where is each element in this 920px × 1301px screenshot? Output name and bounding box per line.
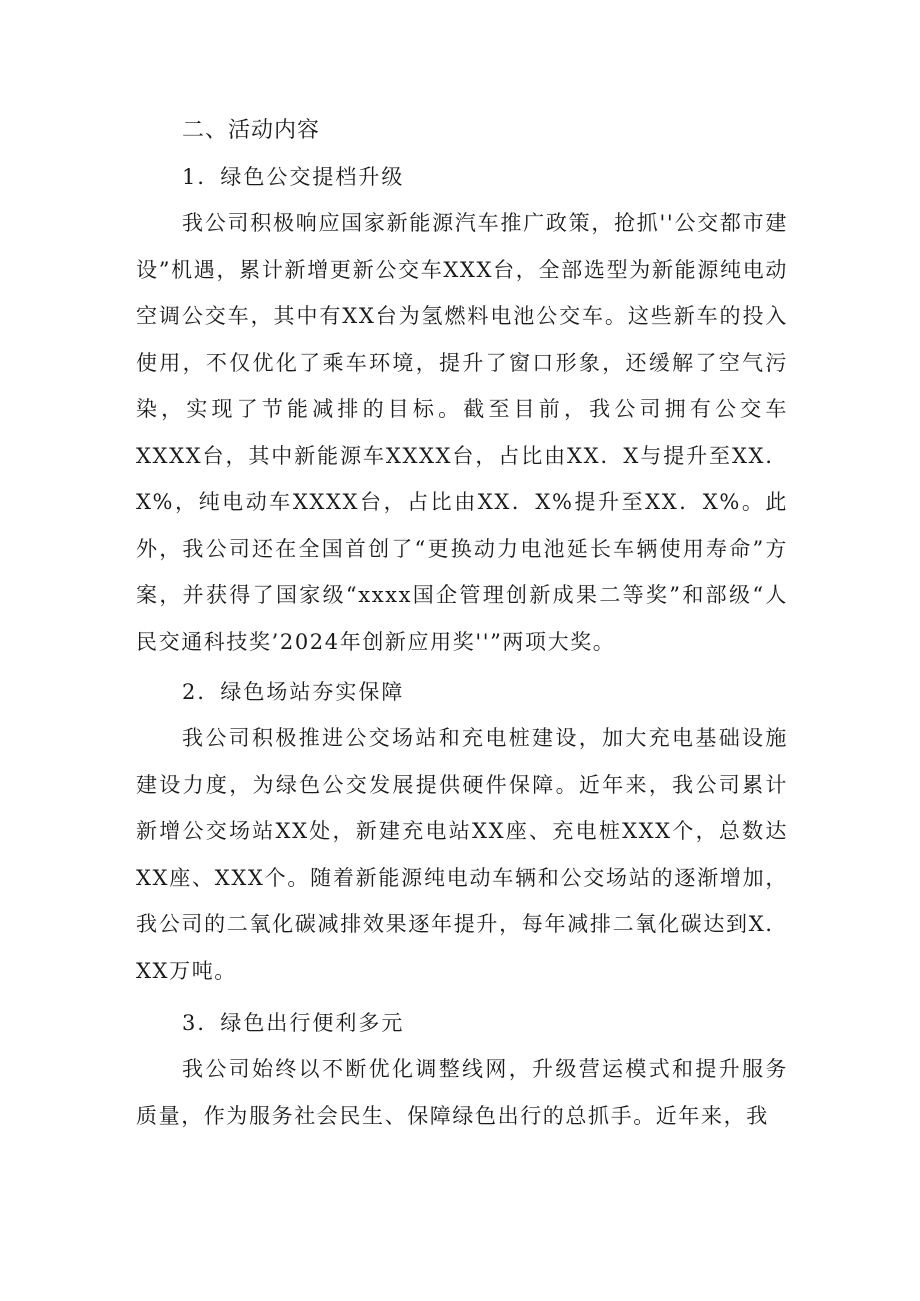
section-title: 二、活动内容 bbox=[182, 118, 321, 143]
document-body bbox=[136, 112, 788, 1139]
subsection-heading-1: 1．绿色公交提档升级 bbox=[182, 165, 405, 189]
subsection-paragraph-3: 我公司始终以不断优化调整线网，升级营运模式和提升服务质量，作为服务社会民生、保障绿色出行的总抓手。近年来，我 bbox=[136, 1057, 788, 1128]
subsection-heading-3: 3．绿色出行便利多元 bbox=[182, 1011, 405, 1035]
subsection-paragraph-1: 我公司积极响应国家新能源汽车推广政策，抢抓''公交都市建设”机遇，累计新增更新公交车XXX台，全部选型为新能源纯电动空调公交车，其中有XX台为氢燃料电池公交车。这些新车的投入使用，不仅优化了乘车环境，提升了窗口形象，还缓解了空气污染，实现了节能减排的目标。截至目前，我公司拥有公交车XXXX台，其中新能源车XXXX台，占比由XX．X与提升至XX．X%，纯电动车XXXX台，占比由XX．X%提升至XX．X%。此外，我公司还在全国首创了“更换动力电池延长车辆使用寿命”方案，并获得了国家级“xxxx国企管理创新成果二等奖”和部级“人民交通科技奖’2024年创新应用奖''”两项大奖。 bbox=[136, 211, 788, 654]
subsection-heading-2: 2．绿色场站夯实保障 bbox=[182, 680, 405, 704]
subsection-paragraph-2: 我公司积极推进公交场站和充电桩建设，加大充电基础设施建设力度，为绿色公交发展提供硬件保障。近年来，我公司累计新增公交场站XX处，新建充电站XX座、充电桩XXX个，总数达XX座、XXX个。随着新能源纯电动车辆和公交场站的逐渐增加，我公司的二氧化碳减排效果逐年提升，每年减排二氧化碳达到X．XX万吨。 bbox=[136, 726, 788, 983]
